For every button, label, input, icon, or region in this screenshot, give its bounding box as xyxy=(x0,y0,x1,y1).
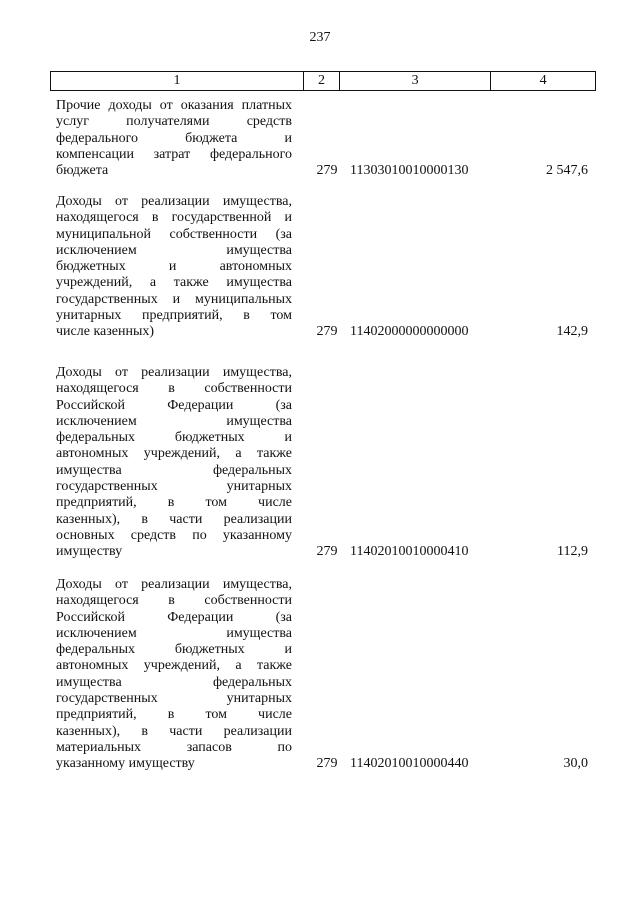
row-amount: 2 547,6 xyxy=(546,163,588,179)
description-line: федеральных бюджетных и xyxy=(56,642,292,658)
page-number: 237 xyxy=(309,30,331,45)
description-line: федерального бюджета и xyxy=(56,130,292,146)
description-line: исключением имущества xyxy=(56,413,292,429)
description-line: федеральных бюджетных и xyxy=(56,430,292,446)
description-line: Доходы от реализации имущества, xyxy=(56,194,292,209)
description-line: имущества федеральных xyxy=(56,462,292,478)
description-line: автономных учреждений, а также xyxy=(56,446,292,462)
table-header-row xyxy=(50,71,596,91)
row-kbk: 11402000000000000 xyxy=(350,324,469,340)
description-line: муниципальной собственности (за xyxy=(56,226,292,242)
row-description xyxy=(56,194,292,341)
row-code: 279 xyxy=(316,544,338,560)
description-line: государственных унитарных xyxy=(56,691,292,707)
description-line: учреждений, а также имущества xyxy=(56,275,292,291)
description-line: предприятий, в том числе xyxy=(56,707,292,723)
description-line: находящегося в собственности xyxy=(56,381,292,397)
description-line: Российской Федерации (за xyxy=(56,609,292,625)
description-line: государственных и муниципальных xyxy=(56,291,292,307)
row-description xyxy=(56,577,292,773)
description-line: унитарных предприятий, в том xyxy=(56,308,292,324)
row-amount: 30,0 xyxy=(563,756,588,772)
row-amount: 142,9 xyxy=(556,324,588,340)
row-code: 279 xyxy=(316,756,338,772)
row-kbk: 11402010010000410 xyxy=(350,544,469,560)
description-line: Российской Федерации (за xyxy=(56,397,292,413)
row-kbk: 11402010010000440 xyxy=(350,756,469,772)
header-cell-4: 4 xyxy=(539,73,547,88)
description-line: казенных), в части реализации xyxy=(56,723,292,739)
description-line: находящегося в государственной и xyxy=(56,210,292,226)
description-line: указанному имуществу xyxy=(56,756,195,772)
header-cell-3: 3 xyxy=(340,72,491,90)
description-line: предприятий, в том числе xyxy=(56,495,292,511)
row-description xyxy=(56,98,292,179)
description-line: Доходы от реализации имущества, xyxy=(56,577,292,592)
row-amount: 112,9 xyxy=(557,544,588,560)
description-line: исключением имущества xyxy=(56,625,292,641)
row-code: 279 xyxy=(316,324,338,340)
description-line: автономных учреждений, а также xyxy=(56,658,292,674)
description-line: бюджетных и автономных xyxy=(56,259,292,275)
row-code: 279 xyxy=(316,163,338,179)
description-line: основных средств по указанному xyxy=(56,527,292,543)
description-line: компенсации затрат федерального xyxy=(56,146,292,162)
description-line: находящегося в собственности xyxy=(56,593,292,609)
description-line: казенных), в части реализации xyxy=(56,511,292,527)
description-line: Доходы от реализации имущества, xyxy=(56,365,292,380)
description-line: исключением имущества xyxy=(56,242,292,258)
description-line: государственных унитарных xyxy=(56,479,292,495)
row-kbk: 11303010010000130 xyxy=(350,163,469,179)
description-line: материальных запасов по xyxy=(56,739,292,755)
description-line: Прочие доходы от оказания платных xyxy=(56,98,292,113)
description-line: бюджета xyxy=(56,163,109,179)
description-line: имуществу xyxy=(56,544,123,560)
header-cell-2: 2 xyxy=(304,72,340,90)
row-description xyxy=(56,365,292,561)
description-line: услуг получателями средств xyxy=(56,114,292,130)
header-cell-1: 1 xyxy=(51,72,304,90)
description-line: имущества федеральных xyxy=(56,674,292,690)
description-line: числе казенных) xyxy=(56,324,155,340)
